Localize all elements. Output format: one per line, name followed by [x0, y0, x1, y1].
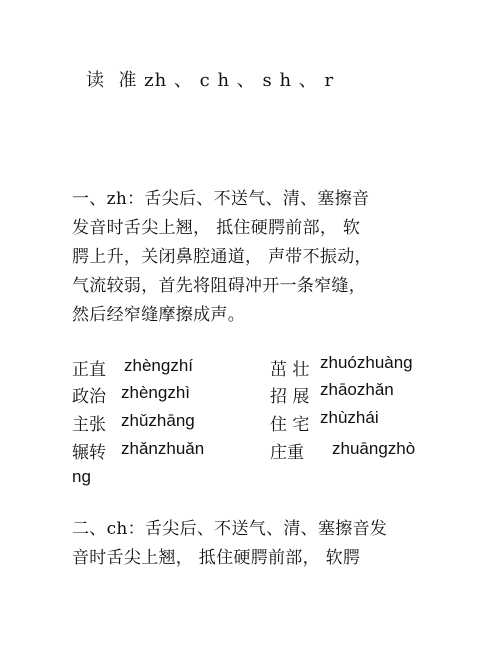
word-pinyin: zhuózhuàng — [320, 353, 413, 372]
word-chinese: 招 展 — [270, 387, 310, 407]
ch-line-2: 音时舌尖上翘， 抵住硬腭前部， 软腭 — [72, 548, 361, 568]
page-title: 读 准 zh 、 c h 、 s h 、 r — [86, 70, 335, 91]
word-item — [72, 382, 190, 407]
word-item — [72, 438, 205, 463]
word-item — [270, 408, 379, 435]
word-item — [270, 353, 413, 380]
word-pinyin: zhǎnzhuǎn — [121, 439, 205, 458]
zh-line-3: 腭上升，关闭鼻腔通道， 声带不振动， — [72, 247, 372, 267]
word-item — [270, 438, 416, 463]
word-pinyin: zhèngzhí — [124, 356, 193, 375]
word-pinyin: zhǔzhāng — [121, 411, 195, 430]
word-chinese: 辗转 — [72, 443, 106, 463]
word-chinese: 政治 — [72, 387, 106, 407]
word-item — [270, 380, 394, 407]
ch-line-1: 二、ch：舌尖后、不送气、清、塞擦音发 — [72, 519, 388, 539]
word-pinyin-wrap: ng — [72, 467, 91, 486]
word-pinyin: zhèngzhì — [121, 383, 190, 402]
word-chinese: 正直 — [72, 360, 106, 380]
word-chinese: 住 宅 — [270, 415, 310, 435]
word-chinese: 茁 壮 — [270, 360, 310, 380]
word-item — [72, 355, 193, 380]
word-pinyin: zhāozhǎn — [320, 380, 394, 399]
ch-description — [72, 515, 432, 573]
word-pinyin: zhùzhái — [320, 408, 379, 427]
zh-line-4: 气流较弱，首先将阻碍冲开一条窄缝， — [72, 276, 367, 296]
zh-description — [72, 185, 432, 330]
zh-line-2: 发音时舌尖上翘， 抵住硬腭前部， 软 — [72, 218, 361, 238]
word-pinyin: zhuāngzhò — [332, 439, 416, 458]
zh-line-5: 然后经窄缝摩擦成声。 — [72, 305, 245, 325]
word-chinese: 主张 — [72, 415, 106, 435]
zh-line-1: 一、zh：舌尖后、不送气、清、塞擦音 — [72, 189, 370, 209]
word-chinese: 庄重 — [270, 443, 304, 463]
word-item — [72, 410, 195, 435]
